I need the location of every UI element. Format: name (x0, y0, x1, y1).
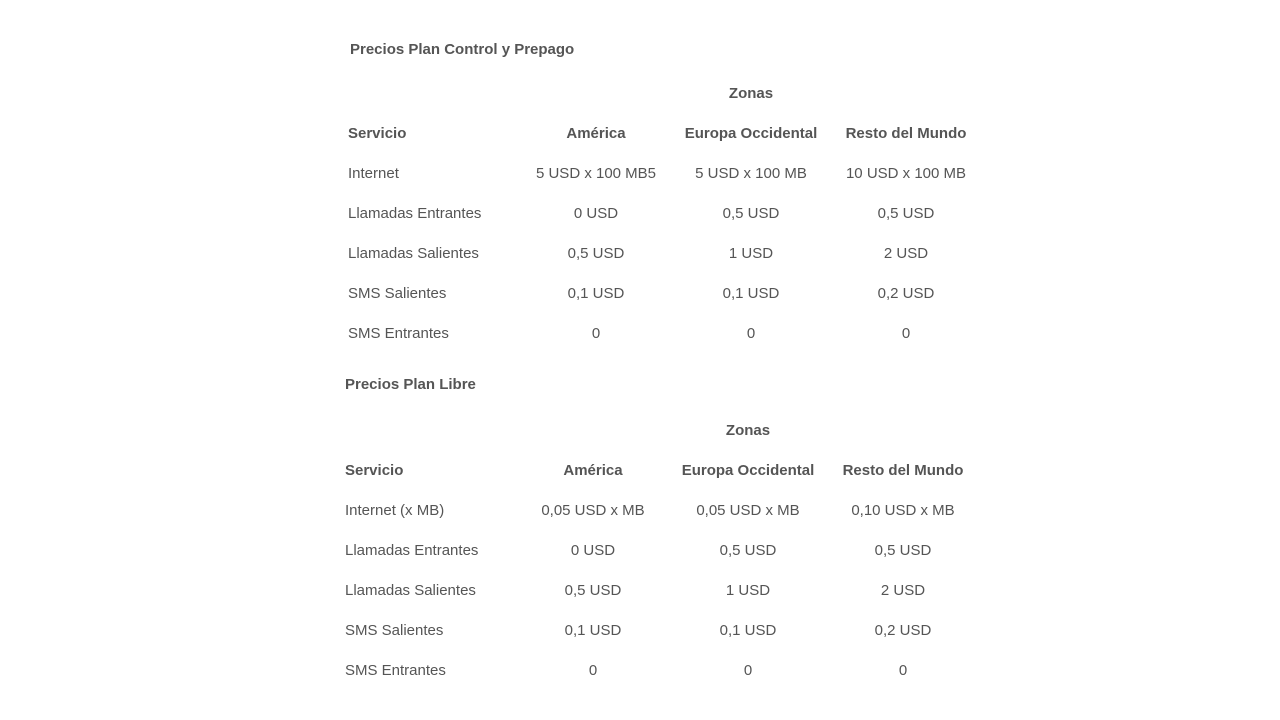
america-cell: 0,5 USD (564, 582, 622, 599)
resto-cell: 0,5 USD (877, 205, 935, 222)
service-cell: Llamadas Entrantes (345, 542, 479, 559)
europa-cell: 0,5 USD (719, 542, 777, 559)
table-row (345, 661, 985, 681)
resto-cell: 10 USD x 100 MB (845, 165, 967, 182)
europa-cell: 5 USD x 100 MB (695, 165, 807, 182)
service-cell: SMS Entrantes (348, 325, 449, 342)
service-cell: SMS Salientes (345, 622, 444, 639)
service-cell: Internet (x MB) (345, 502, 445, 519)
table-row (348, 244, 988, 264)
resto-cell: 2 USD (880, 582, 926, 599)
service-cell: Llamadas Entrantes (348, 205, 482, 222)
table-header-row (345, 461, 985, 481)
america-cell: 0 USD (570, 542, 616, 559)
america-cell: 0,5 USD (567, 245, 625, 262)
resto-cell: 0,2 USD (877, 285, 935, 302)
service-cell: Llamadas Salientes (345, 582, 476, 599)
table-row (348, 324, 988, 344)
europa-cell: 0 (743, 662, 753, 679)
column-header-europa: Europa Occidental (684, 125, 818, 142)
service-cell: SMS Entrantes (345, 662, 446, 679)
resto-cell: 0 (901, 325, 911, 342)
america-cell: 0 (588, 662, 598, 679)
column-header-america: América (566, 125, 626, 142)
america-cell: 0,05 USD x MB (541, 502, 645, 519)
america-cell: 0,1 USD (567, 285, 625, 302)
europa-cell: 1 USD (728, 245, 774, 262)
service-cell: Internet (348, 165, 399, 182)
table-row (345, 621, 985, 641)
resto-cell: 0 (898, 662, 908, 679)
europa-cell: 0,1 USD (722, 285, 780, 302)
europa-cell: 0,05 USD x MB (696, 502, 800, 519)
america-cell: 5 USD x 100 MB5 (535, 165, 657, 182)
table-row (348, 284, 988, 304)
table-row (345, 541, 985, 561)
column-header-america: América (563, 462, 623, 479)
column-header-europa: Europa Occidental (681, 462, 815, 479)
europa-cell: 1 USD (725, 582, 771, 599)
table-row (345, 501, 985, 521)
section-title: Precios Plan Control y Prepago (350, 41, 575, 58)
table-row (348, 204, 988, 224)
column-header-service: Servicio (345, 462, 404, 479)
zones-header: Zonas (725, 422, 771, 439)
service-cell: Llamadas Salientes (348, 245, 479, 262)
table-row (345, 581, 985, 601)
resto-cell: 0,2 USD (874, 622, 932, 639)
section-title: Precios Plan Libre (345, 376, 476, 393)
table-row (348, 164, 988, 184)
europa-cell: 0,5 USD (722, 205, 780, 222)
column-header-resto: Resto del Mundo (845, 125, 967, 142)
resto-cell: 2 USD (883, 245, 929, 262)
europa-cell: 0 (746, 325, 756, 342)
service-cell: SMS Salientes (348, 285, 447, 302)
america-cell: 0 USD (573, 205, 619, 222)
america-cell: 0,1 USD (564, 622, 622, 639)
column-header-resto: Resto del Mundo (842, 462, 964, 479)
resto-cell: 0,10 USD x MB (851, 502, 955, 519)
america-cell: 0 (591, 325, 601, 342)
zones-header: Zonas (728, 85, 774, 102)
column-header-service: Servicio (348, 125, 407, 142)
table-header-row (348, 124, 988, 144)
europa-cell: 0,1 USD (719, 622, 777, 639)
resto-cell: 0,5 USD (874, 542, 932, 559)
